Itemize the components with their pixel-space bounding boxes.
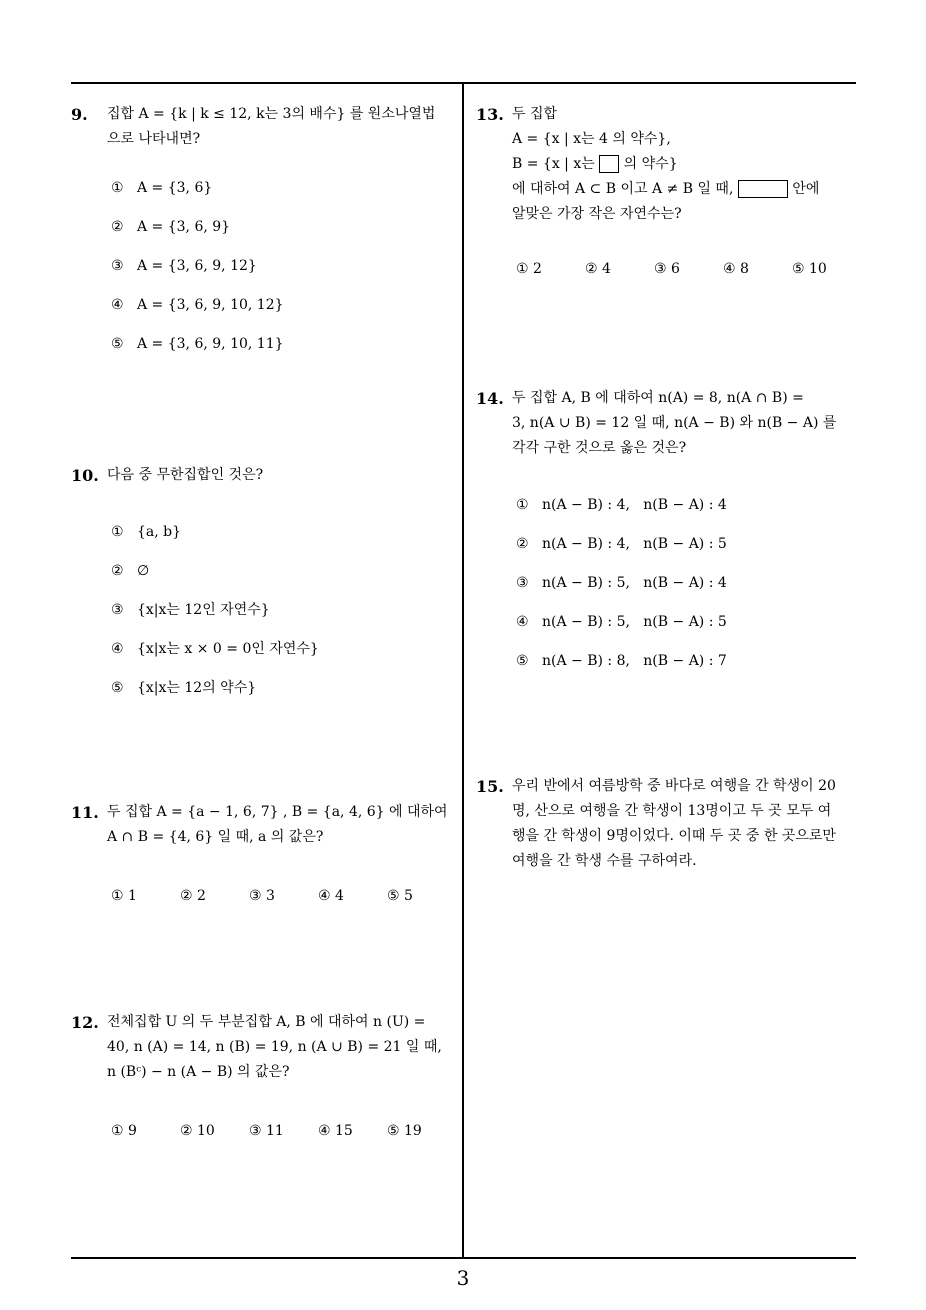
choice-list — [516, 257, 861, 282]
choice-text: 2 — [197, 888, 206, 904]
question-line: 명, 산으로 여행을 간 학생이 13명이고 두 곳 모두 여 — [512, 803, 832, 819]
choice-marker: ④ — [318, 888, 331, 904]
choice-marker: ⑤ — [111, 680, 124, 696]
question-line: 집합 A = {k | k ≤ 12, k는 3의 배수} 를 원소나열법 — [107, 106, 436, 122]
choice-text: 2 — [533, 261, 542, 277]
choice-marker: ④ — [723, 261, 736, 277]
choice-4[interactable] — [476, 610, 861, 649]
choice-marker: ② — [111, 219, 124, 235]
question-13 — [476, 102, 861, 282]
choice-text: A = {3, 6, 9, 10, 11} — [137, 336, 284, 352]
choice-text: 9 — [128, 1123, 137, 1139]
answer-blank-box — [738, 180, 788, 198]
choice-text: n(A − B) : 4, n(B − A) : 4 — [542, 497, 727, 513]
question-fragment: 안에 — [792, 181, 820, 197]
question-line: 알맞은 가장 작은 자연수는? — [512, 206, 682, 222]
choice-marker: ① — [516, 497, 529, 513]
choice-text: {a, b} — [137, 524, 182, 540]
choice-marker: ③ — [654, 261, 667, 277]
choice-marker: ③ — [249, 1123, 262, 1139]
choice-text: n(A − B) : 8, n(B − A) : 7 — [542, 653, 727, 669]
choice-text: A = {3, 6, 9, 10, 12} — [137, 297, 284, 313]
question-9 — [71, 102, 456, 371]
choice-1[interactable] — [71, 176, 456, 215]
choice-marker: ② — [585, 261, 598, 277]
column-divider — [462, 82, 464, 1259]
question-text — [512, 386, 861, 461]
question-12 — [71, 1010, 456, 1144]
choice-1[interactable] — [71, 520, 456, 559]
choice-4[interactable] — [318, 1119, 387, 1144]
choice-5[interactable] — [71, 676, 456, 715]
choice-text: 10 — [809, 261, 827, 277]
question-fragment: 에 대하여 A ⊂ B 이고 A ≠ B 일 때, — [512, 181, 734, 197]
choice-text: 5 — [404, 888, 413, 904]
question-line: 각각 구한 것으로 옳은 것은? — [512, 440, 687, 456]
choice-1[interactable] — [516, 257, 585, 282]
choice-marker: ⑤ — [792, 261, 805, 277]
choice-marker: ⑤ — [387, 1123, 400, 1139]
question-number: 11. — [71, 803, 99, 822]
choice-marker: ② — [180, 1123, 193, 1139]
question-line: A ∩ B = {4, 6} 일 때, a 의 값은? — [107, 829, 324, 845]
choice-text: {x|x는 x × 0 = 0인 자연수} — [137, 641, 319, 657]
choice-4[interactable] — [71, 637, 456, 676]
question-line: 3, n(A ∪ B) = 12 일 때, n(A − B) 와 n(B − A) 를 — [512, 415, 837, 431]
choice-marker: ① — [111, 888, 124, 904]
question-line: A = {x | x는 4 의 약수}, — [512, 131, 671, 147]
choice-list — [71, 520, 456, 715]
question-number: 10. — [71, 466, 99, 485]
choice-4[interactable] — [318, 884, 387, 909]
choice-text: ∅ — [137, 563, 150, 579]
question-text — [107, 463, 456, 488]
choice-text: {x|x는 12인 자연수} — [137, 602, 270, 618]
choice-5[interactable] — [71, 332, 456, 371]
choice-marker: ③ — [249, 888, 262, 904]
choice-marker: ④ — [111, 641, 124, 657]
question-text — [107, 1010, 456, 1085]
choice-text: 3 — [266, 888, 275, 904]
question-fragment: B = {x | x는 — [512, 156, 595, 172]
choice-marker: ⑤ — [387, 888, 400, 904]
choice-text: n(A − B) : 5, n(B − A) : 4 — [542, 575, 727, 591]
choice-marker: ⑤ — [516, 653, 529, 669]
choice-text: n(A − B) : 4, n(B − A) : 5 — [542, 536, 727, 552]
question-14 — [476, 386, 861, 688]
choice-text: 15 — [335, 1123, 353, 1139]
choice-marker: ① — [111, 180, 124, 196]
question-number: 9. — [71, 105, 88, 124]
question-line: 여행을 간 학생 수를 구하여라. — [512, 853, 697, 869]
question-text — [107, 102, 456, 152]
question-text — [512, 102, 861, 227]
question-line: n (Bᶜ) − n (A − B) 의 값은? — [107, 1064, 290, 1080]
choice-marker: ② — [180, 888, 193, 904]
question-line — [512, 152, 861, 177]
choice-marker: ① — [111, 524, 124, 540]
choice-1[interactable] — [111, 1119, 180, 1144]
choice-text: {x|x는 12의 약수} — [137, 680, 257, 696]
question-10 — [71, 463, 456, 715]
page-number: 3 — [456, 1266, 470, 1290]
choice-text: n(A − B) : 5, n(B − A) : 5 — [542, 614, 727, 630]
choice-list — [111, 1119, 456, 1144]
choice-3[interactable] — [476, 571, 861, 610]
choice-marker: ③ — [111, 258, 124, 274]
question-line: 다음 중 무한집합인 것은? — [107, 467, 264, 483]
choice-2[interactable] — [71, 559, 456, 598]
choice-marker: ⑤ — [111, 336, 124, 352]
choice-3[interactable] — [71, 254, 456, 293]
choice-text: 19 — [404, 1123, 422, 1139]
choice-marker: ④ — [516, 614, 529, 630]
question-line: 으로 나타내면? — [107, 131, 201, 147]
choice-4[interactable] — [71, 293, 456, 332]
choice-2[interactable] — [71, 215, 456, 254]
question-fragment: 의 약수} — [623, 156, 678, 172]
choice-text: 8 — [740, 261, 749, 277]
question-number: 12. — [71, 1013, 99, 1032]
choice-text: 11 — [266, 1123, 284, 1139]
choice-4[interactable] — [723, 257, 792, 282]
choice-text: 1 — [128, 888, 137, 904]
question-11 — [71, 800, 456, 909]
choice-5[interactable] — [387, 1119, 456, 1144]
choice-2[interactable] — [585, 257, 654, 282]
question-line: 두 집합 A, B 에 대하여 n(A) = 8, n(A ∩ B) = — [512, 390, 804, 406]
question-text — [512, 774, 861, 874]
choice-text: 6 — [671, 261, 680, 277]
choice-1[interactable] — [476, 493, 861, 532]
choice-marker: ① — [516, 261, 529, 277]
choice-5[interactable] — [476, 649, 861, 688]
choice-marker: ② — [516, 536, 529, 552]
choice-text: A = {3, 6, 9} — [137, 219, 231, 235]
choice-marker: ② — [111, 563, 124, 579]
choice-3[interactable] — [249, 884, 318, 909]
choice-text: 10 — [197, 1123, 215, 1139]
question-line: 행을 간 학생이 9명이었다. 이때 두 곳 중 한 곳으로만 — [512, 828, 836, 844]
question-line — [512, 177, 861, 202]
choice-text: 4 — [602, 261, 611, 277]
answer-blank-box — [599, 155, 619, 173]
question-number: 14. — [476, 389, 504, 408]
question-line: 전체집합 U 의 두 부분집합 A, B 에 대하여 n (U) = — [107, 1014, 426, 1030]
choice-text: A = {3, 6, 9, 12} — [137, 258, 257, 274]
question-number: 13. — [476, 105, 504, 124]
choice-marker: ③ — [111, 602, 124, 618]
choice-1[interactable] — [111, 884, 180, 909]
choice-2[interactable] — [476, 532, 861, 571]
choice-3[interactable] — [654, 257, 723, 282]
choice-list — [111, 884, 456, 909]
question-text — [107, 800, 456, 850]
choice-text: 4 — [335, 888, 344, 904]
choice-marker: ③ — [516, 575, 529, 591]
question-15 — [476, 774, 861, 874]
choice-marker: ① — [111, 1123, 124, 1139]
choice-5[interactable] — [387, 884, 456, 909]
choice-list — [71, 176, 456, 371]
question-number: 15. — [476, 777, 504, 796]
choice-list — [476, 493, 861, 688]
choice-marker: ④ — [318, 1123, 331, 1139]
question-line: 두 집합 — [512, 106, 558, 122]
choice-3[interactable] — [71, 598, 456, 637]
choice-marker: ④ — [111, 297, 124, 313]
question-line: 40, n (A) = 14, n (B) = 19, n (A ∪ B) = 21 일 때, — [107, 1039, 442, 1055]
choice-5[interactable] — [792, 257, 861, 282]
choice-2[interactable] — [180, 1119, 249, 1144]
choice-2[interactable] — [180, 884, 249, 909]
question-line: 두 집합 A = {a − 1, 6, 7} , B = {a, 4, 6} 에 대하여 — [107, 804, 448, 820]
choice-3[interactable] — [249, 1119, 318, 1144]
choice-text: A = {3, 6} — [137, 180, 213, 196]
bottom-rule — [71, 1257, 856, 1259]
question-line: 우리 반에서 여름방학 중 바다로 여행을 간 학생이 20 — [512, 778, 836, 794]
